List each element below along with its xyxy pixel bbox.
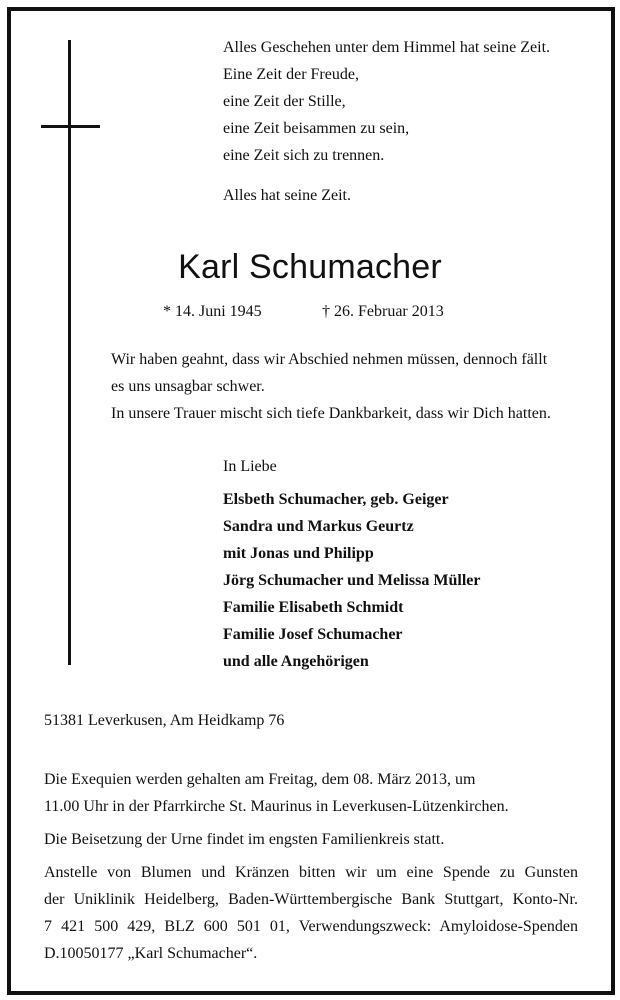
poem-line: eine Zeit der Stille, (223, 93, 346, 110)
donation-line: Anstelle von Blumen und Kränzen bitten wir um eine Spende zu Gunsten (44, 864, 578, 881)
donation-line: D.10050177 „Karl Schumacher“. (44, 945, 258, 962)
donation-line: der Uniklinik Heidelberg, Baden-Württembergische Bank Stuttgart, Konto-Nr. (44, 891, 578, 908)
farewell-line: In unsere Trauer mischt sich tiefe Dankbarkeit, dass wir Dich hatten. (111, 405, 551, 422)
mourner-name: Familie Josef Schumacher (223, 626, 403, 643)
exequies-line: 11.00 Uhr in der Pfarrkirche St. Maurinus in Leverkusen-Lützenkirchen. (44, 798, 509, 815)
poem-line: Eine Zeit der Freude, (223, 66, 359, 83)
farewell-line: Wir haben geahnt, dass wir Abschied nehmen müssen, dennoch fällt (111, 351, 548, 368)
death-date: † 26. Februar 2013 (322, 303, 444, 320)
cross-icon-horizontal (41, 125, 100, 128)
mourner-name: Jörg Schumacher und Melissa Müller (223, 572, 481, 589)
in-love-label: In Liebe (223, 458, 277, 475)
cross-icon-vertical (68, 40, 71, 665)
mourner-name: Sandra und Markus Geurtz (223, 518, 414, 535)
donation-line: 7 421 500 429, BLZ 600 501 01, Verwendungszweck: Amyloidose-Spenden (44, 918, 578, 935)
mourner-name: Familie Elisabeth Schmidt (223, 599, 404, 616)
birth-date: * 14. Juni 1945 (163, 303, 262, 320)
mourner-name: Elsbeth Schumacher, geb. Geiger (223, 491, 449, 508)
address: 51381 Leverkusen, Am Heidkamp 76 (44, 712, 285, 729)
farewell-line: es uns unsagbar schwer. (111, 378, 265, 395)
exequies-line: Die Exequien werden gehalten am Freitag, dem 08. März 2013, um (44, 771, 476, 788)
poem-line: Alles Geschehen unter dem Himmel hat seine Zeit. (223, 39, 551, 56)
mourner-name: mit Jonas und Philipp (223, 545, 374, 562)
poem-closing-line: Alles hat seine Zeit. (223, 187, 351, 204)
burial-note: Die Beisetzung der Urne findet im engsten Familienkreis statt. (44, 831, 445, 848)
deceased-name: Karl Schumacher (178, 248, 442, 286)
poem-line: eine Zeit beisammen zu sein, (223, 120, 410, 137)
poem-line: eine Zeit sich zu trennen. (223, 147, 385, 164)
mourner-name: und alle Angehörigen (223, 653, 369, 670)
